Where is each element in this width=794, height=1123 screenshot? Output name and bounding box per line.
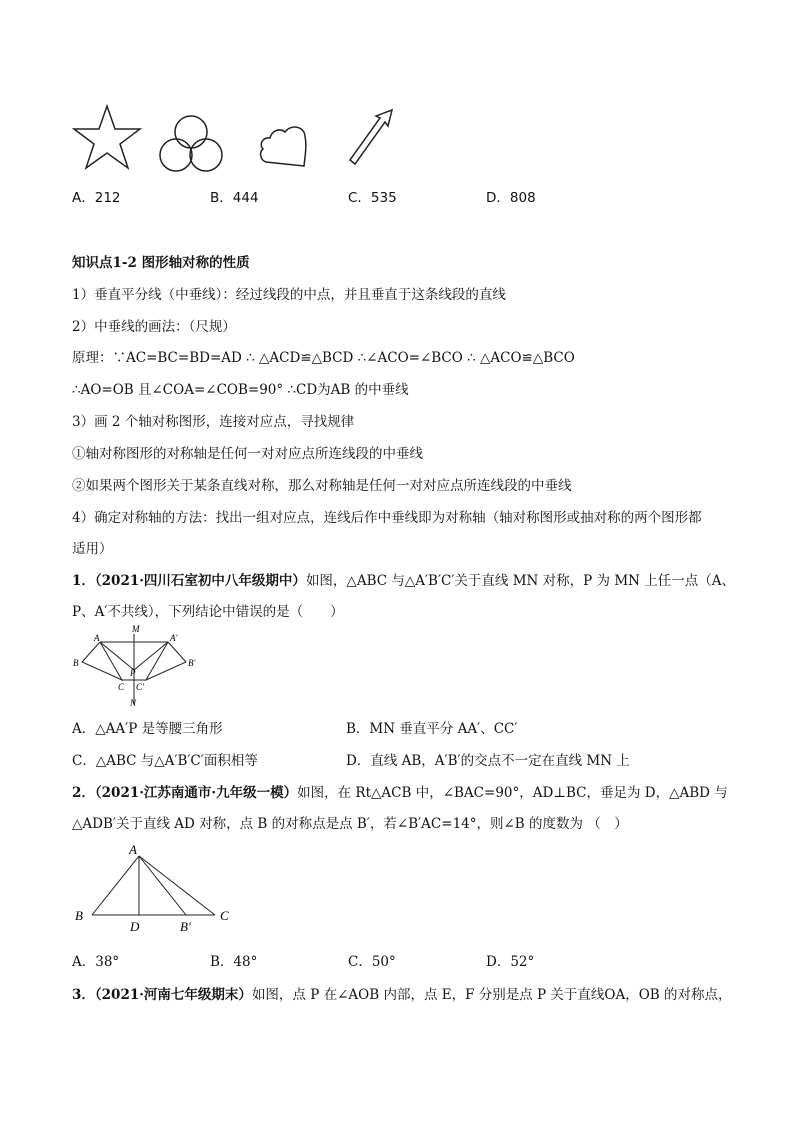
q1-label-b: B	[73, 658, 79, 668]
q1-label-c: C	[118, 682, 125, 692]
q1-option-d: D．直线 AB，A′B′的交点不一定在直线 MN 上	[346, 753, 630, 769]
section-line: 1）垂直平分线（中垂线）：经过线段的中点，并且垂直于这条线段的直线	[72, 287, 506, 303]
q1-label-a-prime: A′	[170, 633, 178, 643]
q2-option-a: A．38°	[72, 954, 120, 970]
q2-stem-line-2: △ADB′关于直线 AD 对称，点 B 的对称点是点 B′，若∠B′AC=14°，则∠B 的度数为 （ ）	[72, 816, 628, 832]
q2-label-c: C	[220, 908, 229, 923]
three-circles-icon	[158, 112, 224, 174]
q2-option-b: B．48°	[210, 954, 258, 970]
q3-source: （2021·河南七年级期末）	[94, 987, 252, 1003]
q2-label-d: D	[130, 919, 140, 934]
section-title: 知识点1-2 图形轴对称的性质	[72, 255, 250, 271]
q1-source: （2021·四川石室初中八年级期中）	[94, 573, 306, 589]
section-line: 适用）	[72, 541, 113, 557]
q2-label-b: B	[75, 908, 83, 923]
q1-label-b-prime: B′	[188, 658, 196, 668]
q1-stem-line-1	[72, 569, 735, 589]
section-line: 2）中垂线的画法：（尺规）	[72, 319, 236, 335]
q1-label-c-prime: C′	[136, 682, 144, 692]
q2-stem: 如图，在 Rt△ACB 中，∠BAC=90°，AD⊥BC，垂足为 D，△ABD 与	[297, 785, 728, 801]
q3-stem-line-1	[72, 983, 732, 1003]
shapes-option-a: A．212	[72, 190, 121, 206]
heart-icon	[258, 122, 310, 168]
q2-option-d: D．52°	[486, 954, 535, 970]
q1-label-m: M	[132, 624, 140, 634]
q1-label-p: P	[130, 668, 136, 678]
q2-figure	[72, 842, 242, 934]
section-line: ∴AO=OB 且∠COA=∠COB=90° ∴CD为AB 的中垂线	[72, 382, 409, 398]
q1-stem: 如图，△ABC 与△A′B′C′关于直线 MN 对称，P 为 MN 上任一点（A、	[305, 573, 735, 589]
q1-number: 1．	[72, 573, 95, 589]
q1-stem-line-2: P、A′不共线），下列结论中错误的是（ ）	[72, 604, 344, 620]
q1-option-a: A．△AA′P 是等腰三角形	[72, 721, 223, 737]
section-line: 4）确定对称轴的方法：找出一组对应点，连线后作中垂线即为对称轴（轴对称图形或抽对称的两个图形都	[72, 510, 702, 526]
q2-label-b-prime: B′	[180, 919, 191, 934]
q1-option-b: B．MN 垂直平分 AA′、CC′	[346, 721, 518, 737]
section-line: ②如果两个图形关于某条直线对称，那么对称轴是任何一对对应点所连线段的中垂线	[72, 478, 572, 494]
q1-option-c: C．△ABC 与△A′B′C′面积相等	[72, 753, 258, 769]
q2-stem-line-1	[72, 781, 728, 801]
star-icon	[72, 104, 142, 170]
shapes-option-d: D．808	[486, 190, 536, 206]
shapes-option-b: B．444	[210, 190, 259, 206]
shapes-option-c: C．535	[348, 190, 397, 206]
section-line: 原理：∵AC=BC=BD=AD ∴ △ACD≌△BCD ∴∠ACO=∠BCO ∴ △ACO≌△BCO	[72, 350, 575, 366]
q2-option-c: C．50°	[348, 954, 396, 970]
q2-label-a: A	[129, 842, 137, 857]
q1-label-n: N	[130, 698, 137, 708]
q3-number: 3．	[72, 987, 95, 1003]
section-line: ①轴对称图形的对称轴是任何一对对应点所连线段的中垂线	[72, 446, 423, 462]
q1-label-a: A	[94, 633, 100, 643]
q2-source: （2021·江苏南通市·九年级一模）	[94, 785, 298, 801]
q1-figure	[72, 624, 202, 708]
q3-stem: 如图，点 P 在∠AOB 内部，点 E，F 分别是点 P 关于直线OA，OB 的对称点，	[251, 987, 732, 1003]
q2-number: 2．	[72, 785, 95, 801]
arrow-icon	[348, 108, 396, 168]
section-line: 3）画 2 个轴对称图形，连接对应点，寻找规律	[72, 414, 355, 430]
